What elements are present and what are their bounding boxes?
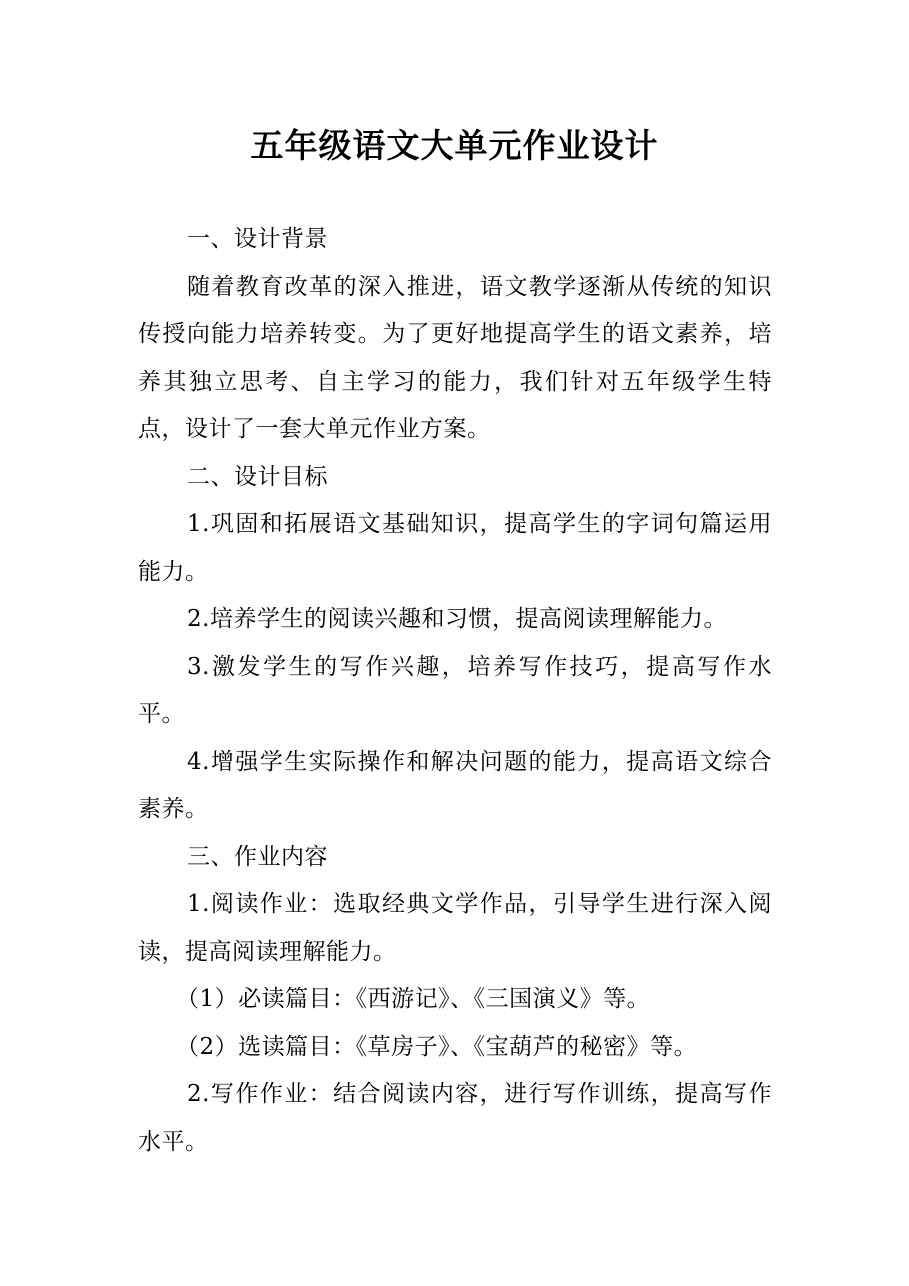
content-item-writing: 2.写作作业：结合阅读内容，进行写作训练，提高写作水平。 bbox=[138, 1081, 772, 1155]
goal-item-4: 4.增强学生实际操作和解决问题的能力，提高语文综合素养。 bbox=[138, 748, 772, 822]
background-paragraph: 随着教育改革的深入推进，语文教学逐渐从传统的知识传授向能力培养转变。为了更好地提高学生的语文素养，培养其独立思考、自主学习的能力，我们针对五年级学生特点，设计了一套大单元作业方案。 bbox=[138, 273, 772, 442]
goal-item-2: 2.培养学生的阅读兴趣和习惯，提高阅读理解能力。 bbox=[187, 606, 727, 632]
section-heading-goals: 二、设计目标 bbox=[187, 463, 328, 490]
content-subitem-required-reading: （1）必读篇目：《西游记》、《三国演义》等。 bbox=[176, 986, 651, 1012]
content-subitem-optional-reading: （2）选读篇目：《草房子》、《宝葫芦的秘密》等。 bbox=[176, 1033, 698, 1060]
content-item-reading: 1.阅读作业：选取经典文学作品，引导学生进行深入阅读，提高阅读理解能力。 bbox=[138, 891, 772, 965]
goal-item-3: 3.激发学生的写作兴趣，培养写作技巧，提高写作水平。 bbox=[138, 653, 772, 727]
goal-item-1: 1.巩固和拓展语文基础知识，提高学生的字词句篇运用能力。 bbox=[138, 511, 772, 585]
document-body bbox=[138, 216, 772, 1166]
section-heading-background: 一、设计背景 bbox=[187, 226, 328, 252]
document-title: 五年级语文大单元作业设计 bbox=[250, 126, 659, 165]
section-heading-content: 三、作业内容 bbox=[187, 843, 328, 870]
